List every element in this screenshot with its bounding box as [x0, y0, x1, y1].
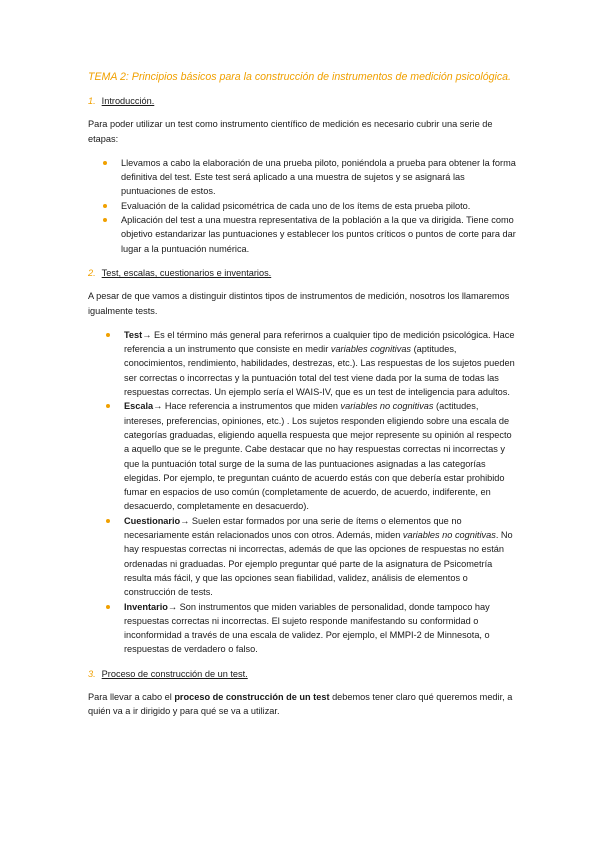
- paragraph: Para poder utilizar un test como instrumento científico de medición es necesario cubrir una serie de etapas:: [88, 119, 493, 144]
- section-heading-text: Test, escalas, cuestionarios e inventarios.: [101, 267, 272, 278]
- bullet-icon: [106, 404, 110, 408]
- definition-text: Son instrumentos que miden variables de personalidad, donde tampoco hay respuestas correctas ni incorrectas. El sujeto responde manifestando su conformidad o inconformidad a través de una escala de validez. Por ejemplo, el MMPI-2 de Minnesota, o respuestas de verdadero o falso.: [124, 601, 490, 655]
- list-item: [88, 213, 518, 256]
- page-title: TEMA 2: Principios básicos para la construcción de instrumentos de medición psicológica.: [88, 71, 511, 83]
- bullet-icon: [103, 204, 107, 208]
- document-page: [88, 70, 518, 729]
- definition-text: Suelen estar formados por una serie de ítems o elementos que no necesariamente están relacionados unos con otros. Además, miden: [124, 515, 462, 541]
- bullet-icon: [106, 333, 110, 337]
- section-number: 1.: [88, 96, 96, 106]
- list-item-cuestionario: [88, 514, 518, 600]
- bullet-icon: [103, 161, 107, 165]
- list-item: [88, 156, 518, 199]
- paragraph-text: Para llevar a cabo el: [88, 691, 175, 702]
- list-item-text: Aplicación del test a una muestra representativa de la población a la que va dirigida. Tiene como objetivo estandarizar las puntuaciones y establecer los puntos críticos o puntos de corte para dar lugar a la puntuación numérica.: [121, 215, 516, 254]
- term: Cuestionario: [124, 515, 181, 526]
- section-heading-introduccion: [88, 94, 518, 108]
- bullet-icon: [106, 519, 110, 523]
- definition-text: Es el término más general para referirnos a cualquier tipo de medición psicológica. Hace referencia a un instrumento que consiste en medir: [124, 329, 515, 355]
- arrow-right-icon: →: [180, 515, 190, 526]
- section-heading-text: Introducción.: [101, 96, 155, 106]
- bullet-icon: [103, 218, 107, 222]
- arrow-right-icon: →: [153, 401, 163, 412]
- list-item-text: Llevamos a cabo la elaboración de una prueba piloto, poniéndola a prueba para obtener la forma definitiva del test. Este test será aplicado a una muestra de sujetos y se asignará las puntuaciones de estos.: [121, 157, 516, 197]
- section-heading-text: Proceso de construcción de un test.: [101, 668, 248, 679]
- emphasis: variables no cognitivas: [402, 530, 496, 541]
- definition-text: Hace referencia a instrumentos que miden: [162, 401, 341, 412]
- section-heading-tipos: [88, 266, 518, 280]
- bullet-list: [88, 156, 518, 256]
- term: Inventario: [124, 601, 168, 612]
- term: Test: [124, 329, 143, 340]
- emphasis: variables no cognitivas: [340, 401, 434, 412]
- definition-text: . No hay respuestas correctas ni incorrectas, además de que las opciones de respuestas no están ordenadas ni graduadas. Por ejemplo preguntar qué parte de la asignatura de Psicometría resulta más fácil, y que las opciones sean fiabilidad, validez, análisis de elementos o construcción de tests.: [124, 530, 513, 598]
- definition-list: [88, 328, 518, 657]
- list-item-text: Evaluación de la calidad psicométrica de cada uno de los ítems de esta prueba piloto.: [121, 200, 471, 211]
- arrow-right-icon: →: [142, 329, 152, 340]
- section-number: 2.: [88, 267, 96, 278]
- section-number: 3.: [88, 668, 96, 679]
- bullet-icon: [106, 605, 110, 609]
- definition-text: (aptitudes, conocimientos, rendimiento, habilidades, destrezas, etc.). Las respuestas de los sujetos pueden ser correctas o incorrectas y la puntuación total del test viene dada por la suma de todas las respuestas correctas. Un ejemplo sería el WAIS-IV, que es un test de inteligencia para adultos.: [124, 344, 515, 398]
- definition-text: (actitudes, intereses, preferencias, opiniones, etc.) . Los sujetos responden eligiendo sobre una escala de categorías graduadas, eligiendo aquella respuesta que mejor represente su opinión al respecto a aquello que se le pregunte. Cabe destacar que no hay respuestas correctas ni incorrectas y que la puntuación total surge de la suma de las puntuaciones asignadas a las categorías elegidas. Por ejemplo, te preguntan cuánto de acuerdo estás con que debería estar prohibido fumar en espacios de uso común (completamente de acuerdo, de acuerdo, indiferente, en desacuerdo, completamente en desacuerdo).: [124, 401, 512, 512]
- list-item-inventario: [88, 600, 518, 657]
- list-item-escala: [88, 399, 518, 513]
- paragraph: A pesar de que vamos a distinguir distintos tipos de instrumentos de medición, nosotros los llamaremos igualmente tests.: [88, 291, 510, 316]
- emphasis-bold: proceso de construcción de un test: [174, 691, 330, 702]
- list-item: [88, 199, 518, 213]
- paragraph-text: debemos tener claro qué queremos medir, a quién va a ir dirigido y para qué se va a utilizar.: [88, 691, 513, 717]
- paragraph: [88, 690, 518, 719]
- term: Escala: [124, 401, 154, 412]
- list-item-test: [88, 328, 518, 399]
- arrow-right-icon: →: [167, 601, 178, 612]
- section-heading-proceso: [88, 667, 518, 681]
- emphasis: variables cognitivas: [330, 344, 412, 355]
